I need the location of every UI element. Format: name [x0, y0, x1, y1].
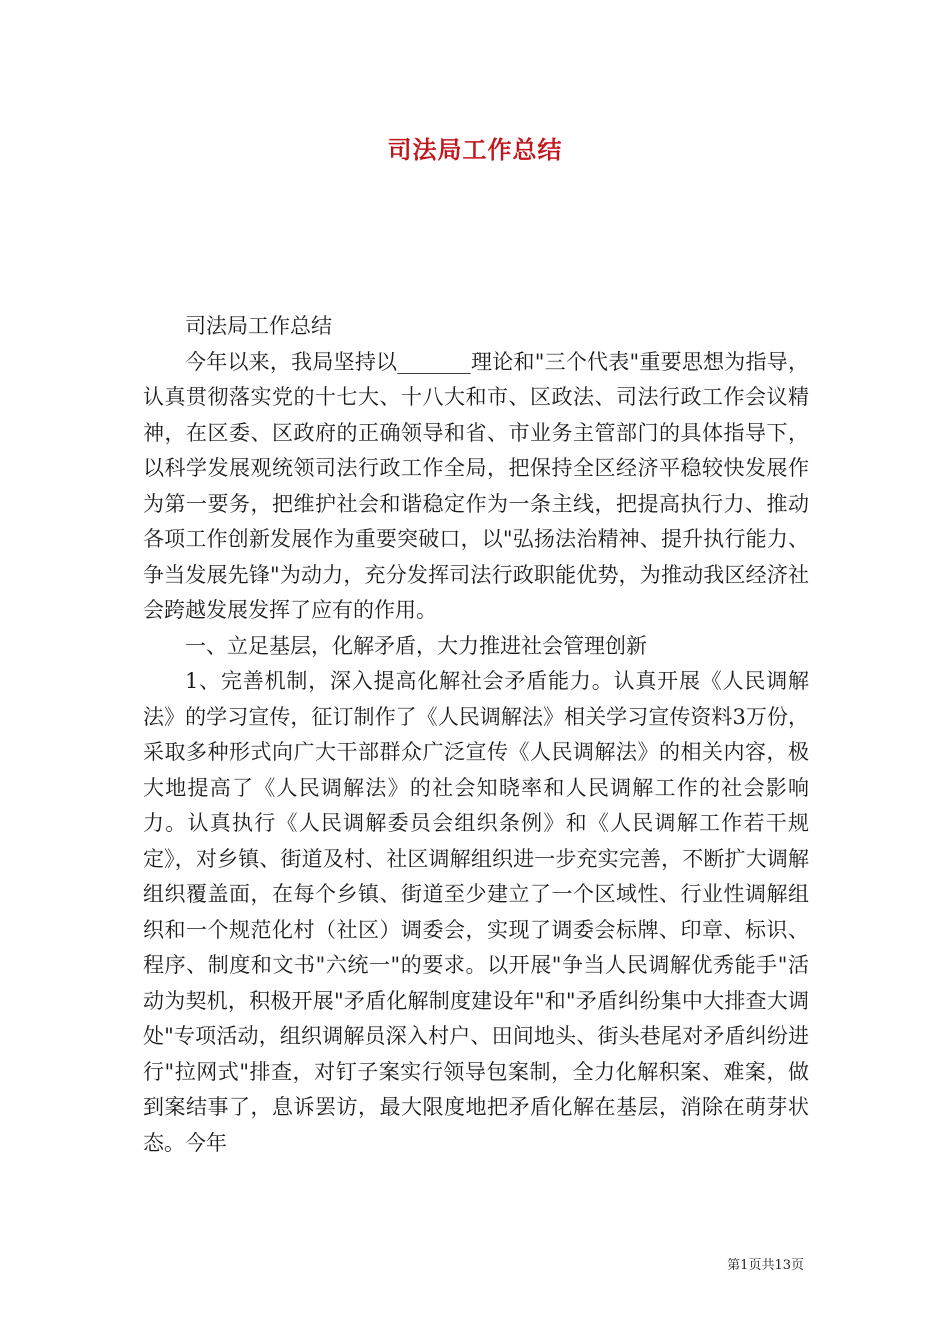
document-body	[143, 309, 809, 1161]
paragraph-section-1: 1、完善机制，深入提高化解社会矛盾能力。认真开展《人民调解法》的学习宣传，征订制作了《人民调解法》相关学习宣传资料3万份，采取多种形式向广大干部群众广泛宣传《人民调解法》的相关内容，极大地提高了《人民调解法》的社会知晓率和人民调解工作的社会影响力。认真执行《人民调解委员会组织条例》和《人民调解工作若干规定》，对乡镇、街道及村、社区调解组织进一步充实完善，不断扩大调解组织覆盖面，在每个乡镇、街道至少建立了一个区域性、行业性调解组织和一个规范化村（社区）调委会，实现了调委会标牌、印章、标识、程序、制度和文书"六统一"的要求。以开展"争当人民调解优秀能手"活动为契机，积极开展"矛盾化解制度建设年"和"矛盾纠纷集中大排查大调处"专项活动，组织调解员深入村户、田间地头、街头巷尾对矛盾纠纷进行"拉网式"排查，对钉子案实行领导包案制，全力化解积案、难案，做到案结事了，息诉罢访，最大限度地把矛盾化解在基层，消除在萌芽状态。今年	[143, 669, 809, 1155]
paragraph-intro: 今年以来，我局坚持以_______理论和"三个代表"重要思想为指导，认真贯彻落实党的十七大、十八大和市、区政法、司法行政工作会议精神，在区委、区政府的正确领导和省、市业务主管部门的具体指导下，以科学发展观统领司法行政工作全局，把保持全区经济平稳较快发展作为第一要务，把维护社会和谐稳定作为一条主线，把提高执行力、推动各项工作创新发展作为重要突破口，以"弘扬法治精神、提升执行能力、争当发展先锋"为动力，充分发挥司法行政职能优势，为推动我区经济社会跨越发展发挥了应有的作用。	[143, 349, 809, 622]
section-heading: 一、立足基层，化解矛盾，大力推进社会管理创新	[185, 633, 647, 658]
page-title: 司法局工作总结	[387, 135, 563, 164]
paragraph-heading: 司法局工作总结	[185, 314, 332, 338]
page-number: 第1页共13页	[727, 1258, 804, 1273]
